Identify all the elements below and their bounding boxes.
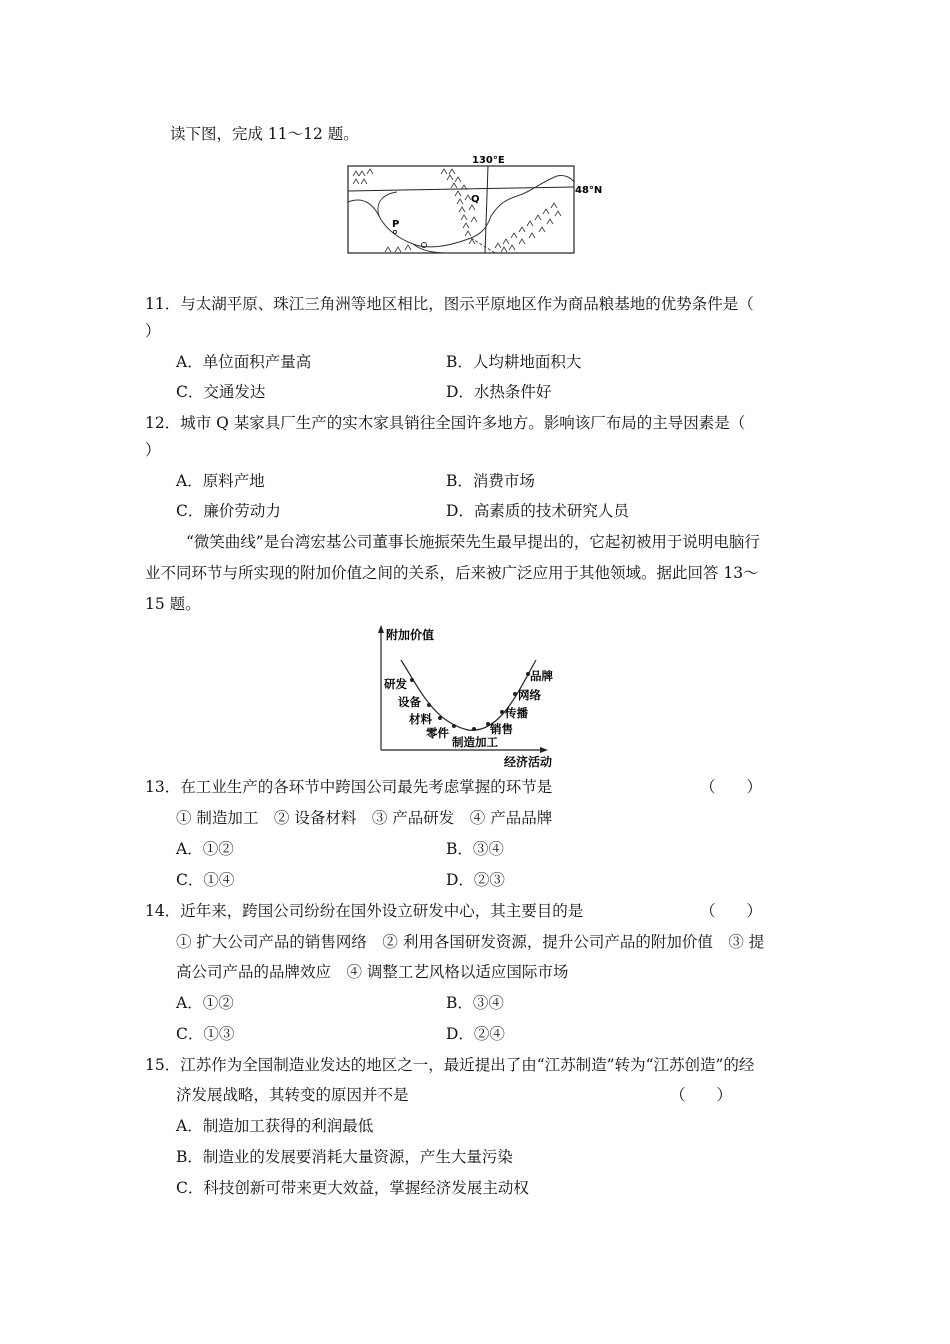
intro-q13-15-line3: 15 题。 xyxy=(145,595,201,613)
q15-stem-line2: 济发展战略，其转变的原因并不是 xyxy=(176,1086,409,1104)
q13-stem: 13．在工业生产的各环节中跨国公司最先考虑掌握的环节是 xyxy=(145,778,553,796)
q11-option-a: A．单位面积产量高 xyxy=(176,353,312,371)
q15-option-b: B．制造业的发展要消耗大量资源，产生大量污染 xyxy=(176,1148,513,1166)
northeast-plain-map xyxy=(345,152,610,258)
smile-label-zhizao: 制造加工 xyxy=(452,735,498,749)
q14-option-b: B．③④ xyxy=(446,994,504,1012)
q12-stem: 12．城市 Q 某家具厂生产的实木家具销往全国许多地方。影响该厂布局的主导因素是（ xyxy=(145,414,746,432)
q11-option-b: B．人均耕地面积大 xyxy=(446,353,582,371)
q11-option-c: C．交通发达 xyxy=(176,383,266,401)
q14-option-c: C．①③ xyxy=(176,1025,235,1043)
map-lon-label: 130°E xyxy=(472,155,505,166)
smile-label-cailiao: 材料 xyxy=(409,712,432,726)
q11-stem-end: ） xyxy=(145,322,161,340)
smile-label-shebei: 设备 xyxy=(398,695,421,709)
smile-label-yanfa: 研发 xyxy=(384,677,407,691)
q13-answer-paren: （ ） xyxy=(700,778,763,796)
q12-option-a: A．原料产地 xyxy=(176,472,265,490)
smile-label-chuanbo: 传播 xyxy=(505,706,528,720)
q14-statements-line2: 高公司产品的品牌效应 ④ 调整工艺风格以适应国际市场 xyxy=(176,963,569,981)
smile-x-axis-label: 经济活动 xyxy=(504,755,553,769)
intro-q13-15-line2: 业不同环节与所实现的附加价值之间的关系，后来被广泛应用于其他领域。据此回答 13～ xyxy=(145,564,759,582)
q14-answer-paren: （ ） xyxy=(700,902,763,920)
q12-option-d: D．高素质的技术研究人员 xyxy=(446,502,629,520)
q13-statements: ① 制造加工 ② 设备材料 ③ 产品研发 ④ 产品品牌 xyxy=(176,809,553,827)
q15-option-a: A．制造加工获得的利润最低 xyxy=(176,1117,374,1135)
q14-option-a: A．①② xyxy=(176,994,234,1012)
q15-stem-line1: 15．江苏作为全国制造业发达的地区之一，最近提出了由“江苏制造”转为“江苏创造”的经 xyxy=(145,1056,755,1074)
smile-label-pinpai: 品牌 xyxy=(530,669,553,683)
q15-option-c: C．科技创新可带来更大效益，掌握经济发展主动权 xyxy=(176,1179,529,1197)
smile-label-xiaoshou: 销售 xyxy=(490,722,513,736)
q14-statements-line1: ① 扩大公司产品的销售网络 ② 利用各国研发资源，提升公司产品的附加价值 ③ 提 xyxy=(176,933,765,951)
q12-option-c: C．廉价劳动力 xyxy=(176,502,281,520)
q13-option-b: B．③④ xyxy=(446,840,504,858)
q11-stem: 11．与太湖平原、珠江三角洲等地区相比，图示平原地区作为商品粮基地的优势条件是（ xyxy=(145,295,754,313)
q12-option-b: B．消费市场 xyxy=(446,472,535,490)
intro-q13-15-line1: “微笑曲线”是台湾宏基公司董事长施振荣先生最早提出的，它起初被用于说明电脑行 xyxy=(186,533,760,551)
q12-stem-end: ） xyxy=(145,441,161,459)
map-lat-label: 48°N xyxy=(575,185,603,196)
q13-option-a: A．①② xyxy=(176,840,234,858)
q14-option-d: D．②④ xyxy=(446,1025,505,1043)
smile-curve-diagram xyxy=(372,622,572,770)
intro-q11-12: 读下图，完成 11～12 题。 xyxy=(170,125,359,143)
q15-answer-paren: （ ） xyxy=(670,1086,733,1104)
q13-option-d: D．②③ xyxy=(446,871,505,889)
map-point-p: P xyxy=(392,219,400,230)
q11-option-d: D．水热条件好 xyxy=(446,383,552,401)
smile-label-wangluo: 网络 xyxy=(518,688,541,702)
map-point-q: Q xyxy=(471,194,480,205)
smile-label-lingjian: 零件 xyxy=(426,726,449,740)
q14-stem: 14．近年来，跨国公司纷纷在国外设立研发中心，其主要目的是 xyxy=(145,902,584,920)
q13-option-c: C．①④ xyxy=(176,871,235,889)
smile-y-axis-label: 附加价值 xyxy=(386,628,435,642)
